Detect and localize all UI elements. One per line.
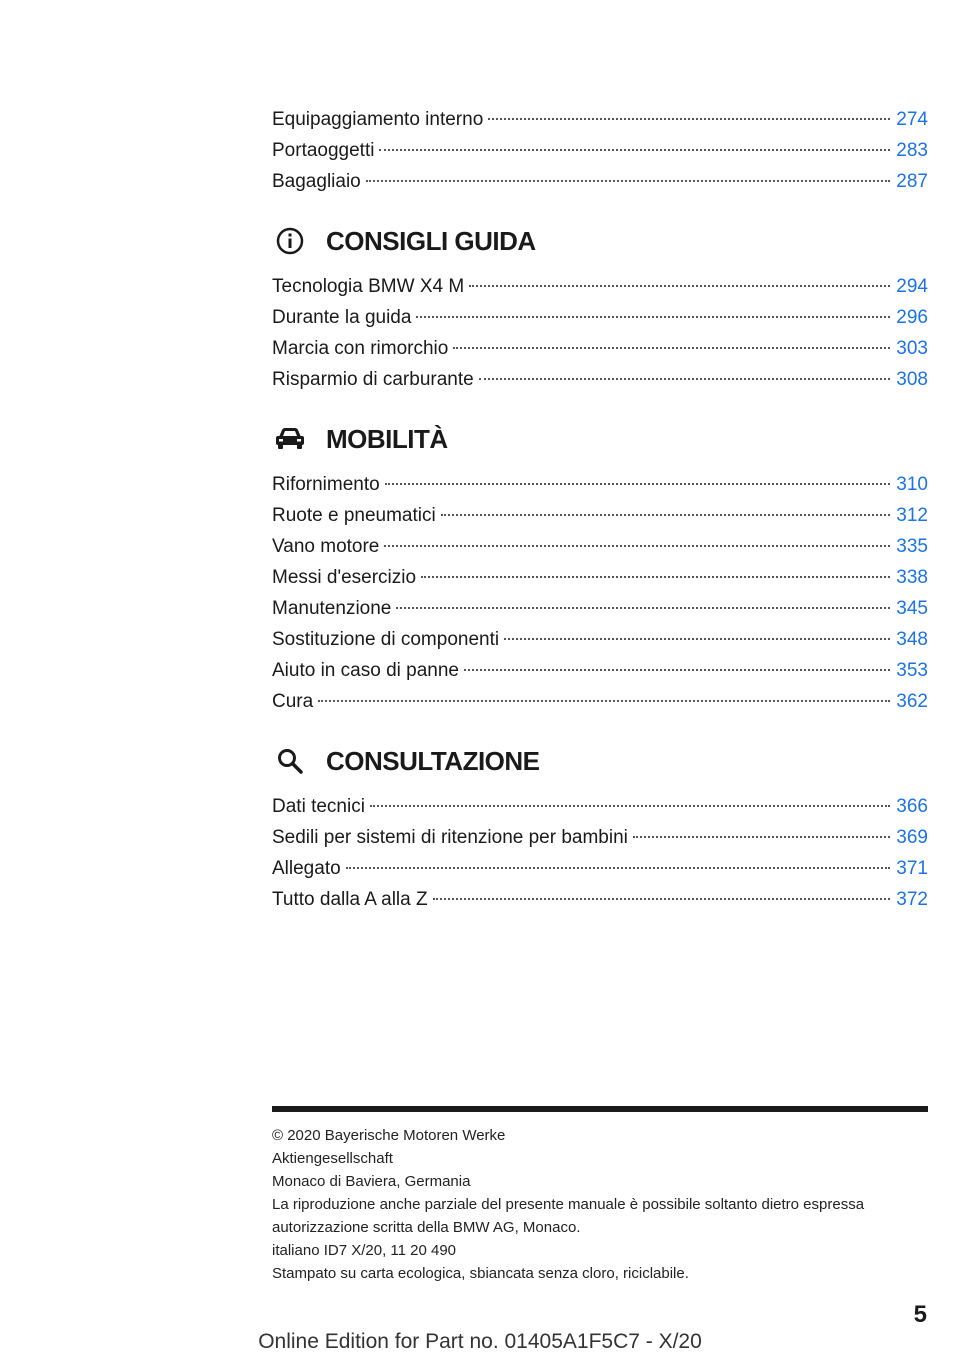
toc-page-link[interactable]: 366	[896, 796, 928, 817]
toc-page-link[interactable]: 303	[896, 338, 928, 359]
dot-leader	[318, 700, 890, 702]
toc-entry-label: Dati tecnici	[272, 796, 365, 817]
toc-entry[interactable]	[272, 500, 928, 531]
toc-entry[interactable]	[272, 469, 928, 500]
toc-entry-label: Durante la guida	[272, 307, 412, 328]
dot-leader	[396, 607, 890, 609]
dot-leader	[366, 180, 891, 182]
toc-page-link[interactable]: 312	[896, 505, 928, 526]
toc-entry[interactable]	[272, 624, 928, 655]
toc-entry[interactable]	[272, 364, 928, 395]
toc-page-link[interactable]: 372	[896, 889, 928, 910]
toc-page-link[interactable]: 274	[896, 109, 928, 130]
toc-entry-label: Sedili per sistemi di ritenzione per bambini	[272, 827, 628, 848]
toc-entry-label: Vano motore	[272, 536, 380, 557]
toc-group-consultazione	[272, 791, 928, 915]
toc-entry[interactable]	[272, 531, 928, 562]
toc-entry[interactable]	[272, 655, 928, 686]
car-icon	[272, 421, 308, 457]
dot-leader	[453, 347, 890, 349]
toc-group-interior	[272, 104, 928, 197]
toc-entry[interactable]	[272, 593, 928, 624]
toc-page-link[interactable]: 296	[896, 307, 928, 328]
toc-entry[interactable]	[272, 822, 928, 853]
dot-leader	[421, 576, 890, 578]
toc-page-link[interactable]: 345	[896, 598, 928, 619]
imprint-line: italiano ID7 X/20, 11 20 490	[272, 1242, 457, 1259]
search-icon	[272, 743, 308, 779]
toc-entry-label: Cura	[272, 691, 314, 712]
toc-page-link[interactable]: 308	[896, 369, 928, 390]
section-header-consigli-guida	[272, 211, 928, 271]
imprint-line: © 2020 Bayerische Motoren Werke	[272, 1127, 506, 1144]
toc-entry-label: Aiuto in caso di panne	[272, 660, 459, 681]
imprint-line: autorizzazione scritta della BMW AG, Monaco.	[272, 1219, 581, 1236]
toc-entry[interactable]	[272, 104, 928, 135]
toc-entry-label: Sostituzione di componenti	[272, 629, 500, 650]
toc-page-link[interactable]: 338	[896, 567, 928, 588]
table-of-contents	[272, 104, 928, 921]
dot-leader	[441, 514, 891, 516]
toc-page-link[interactable]: 294	[896, 276, 928, 297]
toc-entry[interactable]	[272, 853, 928, 884]
divider-rule	[272, 1106, 928, 1112]
toc-entry-label: Bagagliaio	[272, 171, 361, 192]
toc-entry-label: Manutenzione	[272, 598, 392, 619]
toc-entry-label: Tecnologia BMW X4 M	[272, 276, 465, 297]
toc-entry[interactable]	[272, 791, 928, 822]
imprint-line: Stampato su carta ecologica, sbiancata senza cloro, riciclabile.	[272, 1265, 689, 1282]
toc-page-link[interactable]: 310	[896, 474, 928, 495]
toc-entry-label: Rifornimento	[272, 474, 380, 495]
imprint-line: Aktiengesellschaft	[272, 1150, 393, 1167]
section-title: CONSIGLI GUIDA	[326, 225, 536, 256]
toc-page-link[interactable]: 369	[896, 827, 928, 848]
page-number: 5	[913, 1301, 927, 1328]
section-header-mobilita	[272, 409, 928, 469]
toc-entry[interactable]	[272, 333, 928, 364]
info-icon	[272, 223, 308, 259]
online-edition-footer: Online Edition for Part no. 01405A1F5C7 - X/20	[258, 1330, 702, 1353]
toc-entry-label: Allegato	[272, 858, 341, 879]
imprint-line: Monaco di Baviera, Germania	[272, 1173, 471, 1190]
dot-leader	[469, 285, 890, 287]
toc-group-mobilita	[272, 469, 928, 717]
toc-entry-label: Ruote e pneumatici	[272, 505, 436, 526]
section-title: CONSULTAZIONE	[326, 745, 540, 776]
dot-leader	[479, 378, 891, 380]
toc-entry[interactable]	[272, 166, 928, 197]
dot-leader	[464, 669, 890, 671]
section-header-consultazione	[272, 731, 928, 791]
imprint	[272, 1124, 928, 1285]
dot-leader	[488, 118, 890, 120]
dot-leader	[370, 805, 890, 807]
toc-entry-label: Equipaggiamento interno	[272, 109, 484, 130]
toc-page-link[interactable]: 335	[896, 536, 928, 557]
dot-leader	[416, 316, 890, 318]
toc-entry[interactable]	[272, 302, 928, 333]
section-title: MOBILITÀ	[326, 423, 448, 454]
toc-group-consigli-guida	[272, 271, 928, 395]
toc-entry-label: Portaoggetti	[272, 140, 375, 161]
toc-entry-label: Marcia con rimorchio	[272, 338, 449, 359]
toc-entry-label: Risparmio di carburante	[272, 369, 474, 390]
toc-page-link[interactable]: 283	[896, 140, 928, 161]
toc-page-link[interactable]: 353	[896, 660, 928, 681]
toc-entry[interactable]	[272, 562, 928, 593]
dot-leader	[379, 149, 890, 151]
dot-leader	[504, 638, 890, 640]
toc-entry[interactable]	[272, 135, 928, 166]
toc-page-link[interactable]: 287	[896, 171, 928, 192]
toc-entry-label: Tutto dalla A alla Z	[272, 889, 428, 910]
dot-leader	[433, 898, 891, 900]
toc-entry[interactable]	[272, 271, 928, 302]
dot-leader	[346, 867, 891, 869]
toc-entry[interactable]	[272, 686, 928, 717]
dot-leader	[633, 836, 890, 838]
toc-page-link[interactable]: 371	[896, 858, 928, 879]
dot-leader	[384, 545, 890, 547]
dot-leader	[385, 483, 891, 485]
toc-entry-label: Messi d'esercizio	[272, 567, 417, 588]
toc-page-link[interactable]: 348	[896, 629, 928, 650]
toc-page-link[interactable]: 362	[896, 691, 928, 712]
imprint-line: La riproduzione anche parziale del presente manuale è possibile soltanto dietro espressa	[272, 1196, 865, 1213]
toc-entry[interactable]	[272, 884, 928, 915]
